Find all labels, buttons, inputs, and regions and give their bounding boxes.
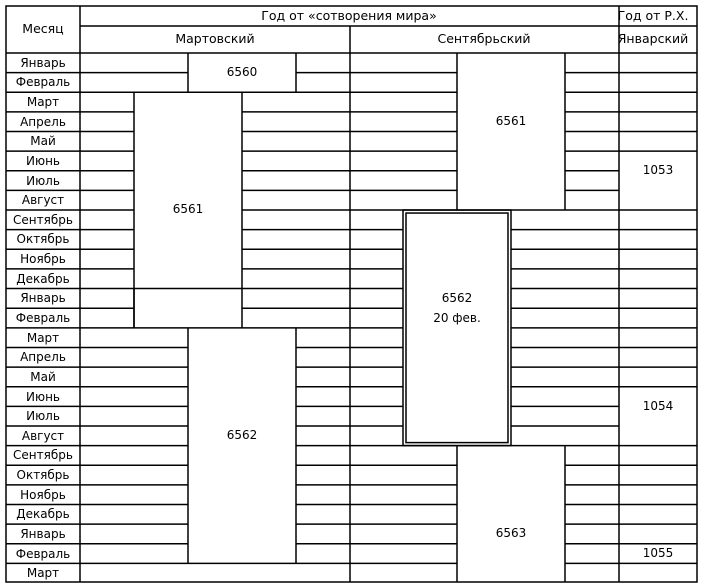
month-label: Май <box>30 134 56 149</box>
martovsky-year-6562: 6562 <box>226 428 258 442</box>
month-label: Ноябрь <box>20 252 66 267</box>
month-label: Декабрь <box>16 271 70 286</box>
header-creation-year: Год от «сотворения мира» <box>261 8 437 23</box>
month-label: Февраль <box>15 75 71 90</box>
month-label: Октябрь <box>16 468 70 483</box>
sentyabrsky-year-6562-note: 20 фев. <box>433 311 481 325</box>
month-label: Август <box>21 193 65 208</box>
month-label: Апрель <box>20 114 66 129</box>
month-label: Март <box>26 95 60 110</box>
month-label: Декабрь <box>16 507 70 522</box>
month-label: Июль <box>26 409 60 424</box>
sentyabrsky-year-6562: 6562 <box>441 291 473 305</box>
martovsky-year-6560: 6560 <box>226 65 258 79</box>
month-label: Ноябрь <box>20 487 66 502</box>
yanvarsky-year-1053: 1053 <box>642 163 674 177</box>
month-label: Сентябрь <box>13 448 73 463</box>
month-label: Апрель <box>20 350 66 365</box>
month-label: Февраль <box>15 546 71 561</box>
header-yanvarsky: Январский <box>617 31 689 46</box>
header-sentyabrsky: Сентябрьский <box>437 31 531 46</box>
sentyabrsky-year-6563: 6563 <box>495 526 527 540</box>
header-year-rx: Год от Р.Х. <box>617 8 689 23</box>
month-label: Март <box>26 330 60 345</box>
month-label: Май <box>30 369 56 384</box>
header-month: Месяц <box>22 21 64 36</box>
yanvarsky-year-1055: 1055 <box>642 546 674 560</box>
month-label: Июнь <box>26 153 60 168</box>
month-label: Февраль <box>15 311 71 325</box>
month-label: Март <box>26 566 60 581</box>
month-label: Январь <box>20 55 66 70</box>
month-label: Июнь <box>26 389 60 404</box>
month-label: Август <box>21 428 65 443</box>
month-label: Июль <box>26 173 60 188</box>
sentyabrsky-year-6561: 6561 <box>495 114 527 128</box>
yanvarsky-year-1054: 1054 <box>642 399 674 413</box>
month-label: Сентябрь <box>13 212 73 227</box>
header-martovsky: Мартовский <box>175 31 255 46</box>
month-label: Январь <box>20 291 66 306</box>
month-label: Январь <box>20 526 66 541</box>
martovsky-year-6561: 6561 <box>172 202 204 216</box>
month-label: Октябрь <box>16 232 70 247</box>
